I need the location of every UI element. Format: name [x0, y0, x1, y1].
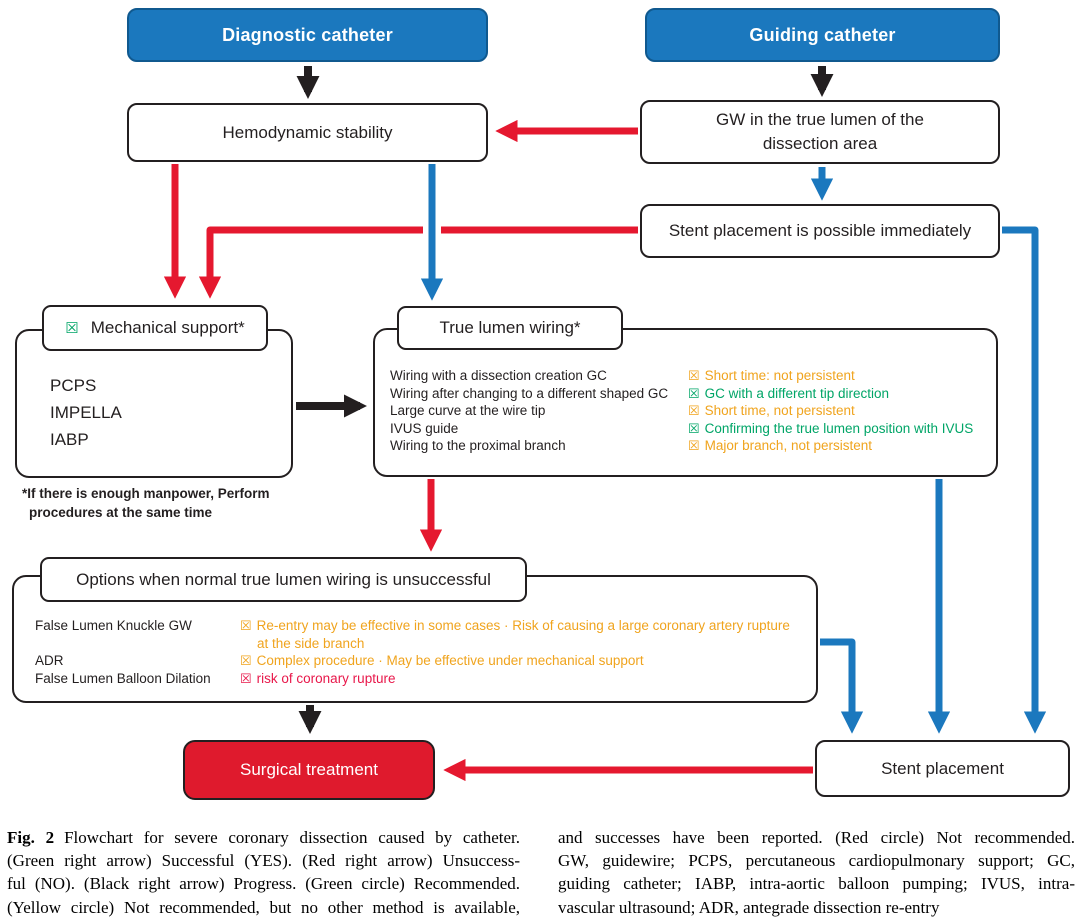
option-note-line2: at the side branch	[257, 635, 365, 651]
stent-placement-box	[815, 740, 1070, 797]
procedure-label: Wiring after changing to a different shaped GC	[390, 385, 669, 401]
arrow-stent-immediate-to-stentplacement-blue	[1002, 230, 1035, 727]
caption-column-2: and successes have been reported. (Red circle) Not recommended. GW, guidewire; PCPS, percutaneous cardiopulmonary support; GC, guiding catheter; IABP, intra-aortic balloon pumping; IVUS, intra- vascular ultrasound; ADR, antegrade dissection re-entry	[558, 828, 1075, 917]
recommended-circle-icon: ☒	[65, 319, 79, 337]
true-lumen-wiring-row	[390, 385, 990, 403]
option-note: ☒ risk of coronary rupture	[240, 670, 396, 686]
stent-immediate-box	[640, 204, 1000, 258]
status-circle-icon: ☒	[688, 438, 700, 453]
mechanical-support-item: PCPS	[50, 376, 97, 395]
options-rows	[35, 617, 810, 687]
procedure-label: Wiring with a dissection creation GC	[390, 368, 607, 383]
procedure-note: ☒ Major branch, not persistent	[688, 438, 872, 453]
options-header	[40, 557, 527, 602]
gw-true-lumen-label: GW in the true lumen of the dissection area	[716, 110, 924, 153]
status-circle-icon: ☒	[688, 403, 700, 418]
guiding-catheter-box	[645, 8, 1000, 62]
option-label: False Lumen Knuckle GW	[35, 618, 192, 633]
procedure-note: ☒ Short time: not persistent	[688, 368, 855, 383]
mechanical-support-items	[50, 372, 122, 453]
option-note: ☒ Complex procedure · May be effective under mechanical support	[240, 653, 644, 668]
mechanical-support-title: Mechanical support*	[90, 318, 245, 337]
status-circle-icon: ☒	[240, 670, 252, 686]
surgical-treatment-label: Surgical treatment	[240, 760, 378, 779]
diagnostic-catheter-label: Diagnostic catheter	[222, 24, 393, 45]
stent-immediate-label: Stent placement is possible immediately	[668, 221, 972, 240]
status-circle-icon: ☒	[240, 653, 252, 668]
true-lumen-wiring-title: True lumen wiring*	[439, 318, 581, 337]
arrow-options-to-stentplacement-blue	[820, 642, 852, 727]
procedure-note: ☒ GC with a different tip direction	[688, 385, 889, 401]
hemodynamic-stability-box	[127, 103, 488, 162]
true-lumen-wiring-row	[390, 367, 990, 385]
option-label: ADR	[35, 653, 64, 668]
true-lumen-wiring-header	[397, 306, 623, 350]
diagnostic-catheter-box	[127, 8, 488, 62]
mechanical-support-item: IMPELLA	[50, 403, 122, 422]
status-circle-icon: ☒	[240, 618, 252, 633]
true-lumen-wiring-row	[390, 402, 990, 420]
mechanical-support-footnote: *If there is enough manpower, Perform procedures at the same time	[22, 486, 270, 520]
options-row	[35, 670, 810, 688]
guiding-catheter-label: Guiding catheter	[749, 24, 896, 45]
caption-column-1: Fig. 2 Flowchart for severe coronary dissection caused by catheter. (Green right arrow) Successful (YES). (Red right arrow) Unsuccess- ful (NO). (Black right arrow) Progress. (Green circle) Recommended. (Yellow circle) Not recommended, but no other method is available,	[7, 828, 520, 917]
options-row	[35, 617, 810, 652]
procedure-label: Wiring to the proximal branch	[390, 438, 566, 453]
mechanical-support-header	[42, 305, 268, 351]
procedure-label: IVUS guide	[390, 420, 459, 436]
status-circle-icon: ☒	[688, 368, 700, 383]
options-row	[35, 652, 810, 670]
option-note: ☒ Re-entry may be effective in some cases · Risk of causing a large coronary artery rupture at the side branch	[240, 617, 810, 652]
figure-number: Fig. 2	[7, 828, 55, 847]
true-lumen-wiring-rows	[390, 367, 990, 455]
procedure-note: ☒ Confirming the true lumen position with IVUS	[688, 420, 974, 436]
hemodynamic-stability-label: Hemodynamic stability	[222, 122, 393, 142]
gw-true-lumen-box	[640, 100, 1000, 164]
arrow-stent-immediate-to-mechanical-red-seg2	[210, 230, 423, 292]
options-title: Options when normal true lumen wiring is unsuccessful	[76, 569, 491, 589]
procedure-note: ☒ Short time, not persistent	[688, 403, 855, 418]
option-label: False Lumen Balloon Dilation	[35, 670, 211, 686]
status-circle-icon: ☒	[688, 420, 700, 436]
status-circle-icon: ☒	[688, 385, 700, 401]
mechanical-support-item: IABP	[50, 430, 89, 449]
procedure-label: Large curve at the wire tip	[390, 403, 546, 418]
true-lumen-wiring-row	[390, 437, 990, 455]
stent-placement-label: Stent placement	[881, 758, 1004, 778]
true-lumen-wiring-row	[390, 420, 990, 438]
surgical-treatment-box	[183, 740, 435, 800]
